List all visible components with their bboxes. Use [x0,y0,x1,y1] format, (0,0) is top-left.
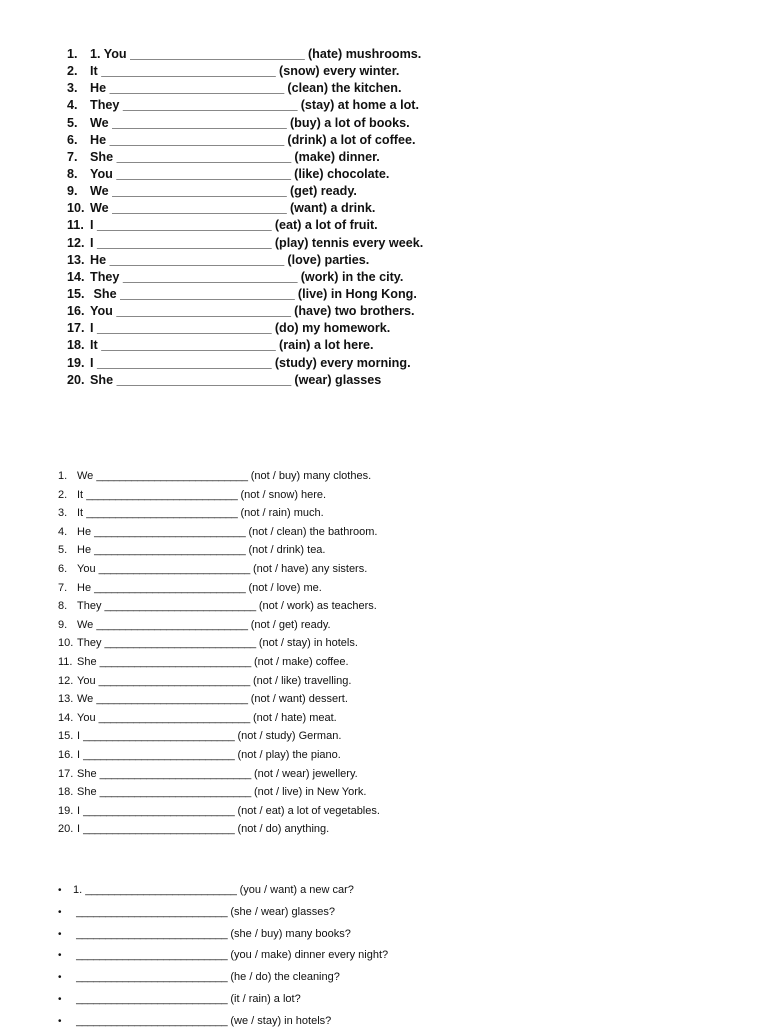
item-subject: We [90,201,109,216]
item-number: 18. [67,338,85,353]
item-subject: He [90,132,107,147]
item-prompt: (want) a drink. [289,201,376,216]
exercise-item [58,467,478,486]
exercise-item [58,541,478,560]
item-number: 2. [58,488,68,501]
item-subject: He [77,544,92,557]
answer-blank: __________________________ [98,711,250,724]
question-item [58,924,478,946]
item-number: 5. [67,115,78,130]
answer-blank: __________________________ [76,1014,228,1027]
answer-blank: __________________________ [83,804,235,817]
exercise-item [67,217,487,234]
answer-blank: __________________________ [76,971,228,984]
item-prompt: (hate) mushrooms. [307,47,422,61]
exercise-item [58,597,478,616]
item-number: 1. [58,470,68,482]
item-subject: We [90,115,109,130]
item-subject: She [77,655,97,668]
item-number: 20. [67,372,85,387]
answer-blank: __________________________ [97,235,272,250]
answer-blank: __________________________ [101,64,276,79]
answer-blank: __________________________ [86,507,238,520]
exercise-item [58,802,478,821]
item-subject: She [90,149,114,164]
item-number: 12. [58,674,74,687]
item-number: 2. [67,64,78,79]
question-exercise-list [58,880,478,1033]
bullet-icon: • [58,972,62,984]
item-prompt: (she / wear) glasses? [230,905,335,918]
item-number: 5. [58,544,68,557]
answer-blank: __________________________ [116,149,291,164]
exercise-item [58,820,478,839]
item-prompt: (snow) every winter. [279,64,400,79]
item-prompt: (not / work) as teachers. [258,600,377,613]
item-number: 9. [67,184,78,199]
item-prompt: (not / play) the piano. [237,748,341,761]
item-subject: We [77,470,94,482]
answer-blank: __________________________ [99,786,251,799]
item-subject: It [90,338,98,353]
exercise-item [67,149,487,166]
answer-blank: __________________________ [112,201,287,216]
item-prompt: (not / snow) here. [240,488,327,501]
item-number: 8. [58,600,68,613]
bullet-icon: • [58,928,62,940]
exercise-item [58,560,478,579]
exercise-item [58,690,478,709]
item-subject: You [77,674,96,687]
answer-blank: __________________________ [104,600,256,613]
answer-blank: __________________________ [97,321,272,336]
item-subject: I [77,823,81,836]
exercise-item [58,727,478,746]
answer-blank: __________________________ [116,304,291,319]
negative-exercise-list [58,467,478,839]
exercise-item [67,337,487,354]
item-prompt: (like) chocolate. [294,166,390,181]
item-prompt: (not / get) ready. [250,618,331,631]
item-prompt: (not / clean) the bathroom. [248,525,378,538]
answer-blank: __________________________ [98,674,250,687]
item-subject: We [77,693,94,706]
exercise-item [67,46,487,63]
item-number: 17. [58,767,74,780]
item-number: 16. [58,748,74,761]
exercise-item [67,355,487,372]
item-subject: I [90,355,94,370]
answer-blank: __________________________ [122,98,298,113]
item-subject: You [77,711,96,724]
item-prompt: (rain) a lot here. [279,338,374,353]
answer-blank: __________________________ [109,252,284,267]
item-prompt: (not / hate) meat. [252,711,337,724]
item-number: 9. [58,618,68,631]
question-item [58,1011,478,1033]
exercise-item [67,166,487,183]
item-number: 15. [67,286,85,301]
item-subject: He [77,581,92,594]
item-number: 6. [58,562,68,575]
item-subject: He [77,525,92,538]
item-subject: She [90,286,117,301]
answer-blank: __________________________ [76,949,228,962]
item-subject: She [90,372,114,387]
exercise-item [67,63,487,80]
exercise-item [58,634,478,653]
item-subject: He [90,81,107,96]
exercise-item [67,200,487,217]
item-prompt: (you / make) dinner every night? [230,949,389,962]
item-number: 11. [67,218,84,233]
item-subject: I [77,748,81,761]
answer-blank: __________________________ [109,132,284,147]
item-subject: It [77,507,84,520]
item-number: 10. [58,637,74,650]
item-subject: She [77,767,97,780]
exercise-item [58,616,478,635]
item-subject: 1. You [90,47,127,61]
bullet-icon: • [58,950,62,962]
exercise-item [58,653,478,672]
item-prompt: (not / eat) a lot of vegetables. [237,804,380,817]
item-subject: They [90,98,120,113]
item-number: 20. [58,823,74,836]
item-number: 12. [67,235,85,250]
item-prompt: (not / drink) tea. [248,544,326,557]
item-subject: I [90,235,94,250]
exercise-item [67,303,487,320]
item-subject: You [90,304,113,319]
answer-blank: __________________________ [104,637,256,650]
item-subject: I [77,804,81,817]
exercise-item [67,183,487,200]
item-number: 8. [67,166,78,181]
item-prompt: (have) two brothers. [294,304,415,319]
answer-blank: __________________________ [120,286,295,301]
item-prompt: (you / want) a new car? [239,884,354,896]
item-prompt: (clean) the kitchen. [287,81,402,96]
item-number: 7. [67,149,78,164]
item-prompt: (not / live) in New York. [253,786,367,799]
exercise-item [58,709,478,728]
exercise-item [67,80,487,97]
exercise-item [58,486,478,505]
answer-blank: __________________________ [83,748,235,761]
exercise-item [67,286,487,303]
exercise-item [67,372,487,389]
item-number: 13. [67,252,85,267]
item-number: 4. [58,525,68,538]
question-item [58,945,478,967]
answer-blank: __________________________ [97,218,272,233]
bullet-icon: • [58,885,62,896]
item-prompt: (not / do) anything. [237,823,330,836]
exercise-item [58,672,478,691]
item-prompt: (not / rain) much. [240,507,324,520]
item-number: 1. [67,47,78,61]
item-prompt: (eat) a lot of fruit. [274,218,378,233]
item-subject: I [77,730,81,743]
item-subject: He [90,252,107,267]
answer-blank: __________________________ [109,81,284,96]
item-subject: We [90,184,109,199]
exercise-item [58,504,478,523]
answer-blank: __________________________ [83,823,235,836]
item-subject: I [90,218,94,233]
question-item [58,989,478,1011]
item-subject: It [90,64,98,79]
item-prompt: (not / stay) in hotels. [258,637,358,650]
answer-blank: __________________________ [96,693,248,706]
answer-blank: __________________________ [96,618,248,631]
item-number: 17. [67,321,85,336]
answer-blank: __________________________ [94,525,246,538]
exercise-item [67,115,487,132]
item-prompt: (work) in the city. [300,269,404,284]
answer-blank: __________________________ [99,655,251,668]
item-subject: You [90,166,113,181]
exercise-item [67,320,487,337]
exercise-item [58,523,478,542]
answer-blank: __________________________ [76,927,228,940]
item-number: 18. [58,786,74,799]
item-subject: They [77,637,102,650]
exercise-item [58,579,478,598]
bullet-icon: • [58,993,62,1005]
item-prompt: (buy) a lot of books. [289,115,410,130]
item-number: 7. [58,581,68,594]
exercise-item [67,132,487,149]
answer-blank: __________________________ [83,730,235,743]
item-prompt: (not / wear) jewellery. [253,767,358,780]
item-number: 16. [67,304,85,319]
item-prompt: (love) parties. [287,252,370,267]
item-prompt: (not / want) dessert. [250,693,348,706]
item-number: 11. [58,655,73,668]
item-prompt: (get) ready. [289,184,357,199]
answer-blank: __________________________ [94,544,246,557]
item-prompt: (not / buy) many clothes. [250,470,372,482]
answer-blank: __________________________ [122,269,298,284]
answer-blank: __________________________ [97,355,272,370]
item-number: 15. [58,730,74,743]
affirmative-exercise-list [67,46,487,389]
item-prompt: (stay) at home a lot. [300,98,419,113]
bullet-icon: • [58,1015,62,1027]
item-prompt: (wear) glasses [294,372,382,387]
exercise-item [67,269,487,286]
item-number: 3. [67,81,78,96]
answer-blank: __________________________ [112,115,287,130]
bullet-icon: • [58,906,62,918]
answer-blank: __________________________ [76,992,228,1005]
answer-blank: __________________________ [112,184,287,199]
answer-blank: __________________________ [101,338,276,353]
item-prompt: (study) every morning. [274,355,411,370]
question-item [58,880,478,902]
item-number: 4. [67,98,78,113]
exercise-item [67,97,487,114]
item-prompt: (make) dinner. [294,149,380,164]
item-prompt: (play) tennis every week. [274,235,424,250]
item-number: 19. [58,804,74,817]
answer-blank: __________________________ [94,581,246,594]
item-subject: She [77,786,97,799]
item-subject: They [90,269,120,284]
item-subject: It [77,488,84,501]
answer-blank: __________________________ [96,470,248,482]
exercise-item [67,252,487,269]
item-prompt: (not / study) German. [237,730,342,743]
answer-blank: __________________________ [99,767,251,780]
item-subject: I [90,321,94,336]
item-number: 14. [67,269,85,284]
item-prompt: (it / rain) a lot? [230,992,301,1005]
answer-blank: __________________________ [85,884,237,896]
item-prompt: (not / like) travelling. [252,674,352,687]
item-prompt: (not / make) coffee. [253,655,349,668]
item-subject: You [77,562,96,575]
answer-blank: __________________________ [76,905,228,918]
item-number: 6. [67,132,78,147]
item-subject: We [77,618,94,631]
question-item [58,967,478,989]
item-number: 3. [58,507,68,520]
item-lead: 1. [73,884,83,896]
answer-blank: __________________________ [116,166,291,181]
item-prompt: (drink) a lot of coffee. [287,132,416,147]
item-prompt: (not / love) me. [248,581,322,594]
item-number: 14. [58,711,74,724]
item-number: 19. [67,355,85,370]
exercise-item [58,783,478,802]
exercise-item [58,746,478,765]
item-prompt: (live) in Hong Kong. [297,286,417,301]
answer-blank: __________________________ [98,562,250,575]
item-prompt: (do) my homework. [274,321,391,336]
item-prompt: (he / do) the cleaning? [230,971,340,984]
item-prompt: (not / have) any sisters. [252,562,368,575]
answer-blank: __________________________ [116,372,291,387]
answer-blank: __________________________ [86,488,238,501]
item-prompt: (she / buy) many books? [230,927,351,940]
item-number: 10. [67,201,85,216]
exercise-item [58,765,478,784]
item-subject: They [77,600,102,613]
answer-blank: __________________________ [130,47,305,61]
question-item [58,902,478,924]
item-prompt: (we / stay) in hotels? [230,1014,332,1027]
item-number: 13. [58,693,74,706]
exercise-item [67,235,487,252]
